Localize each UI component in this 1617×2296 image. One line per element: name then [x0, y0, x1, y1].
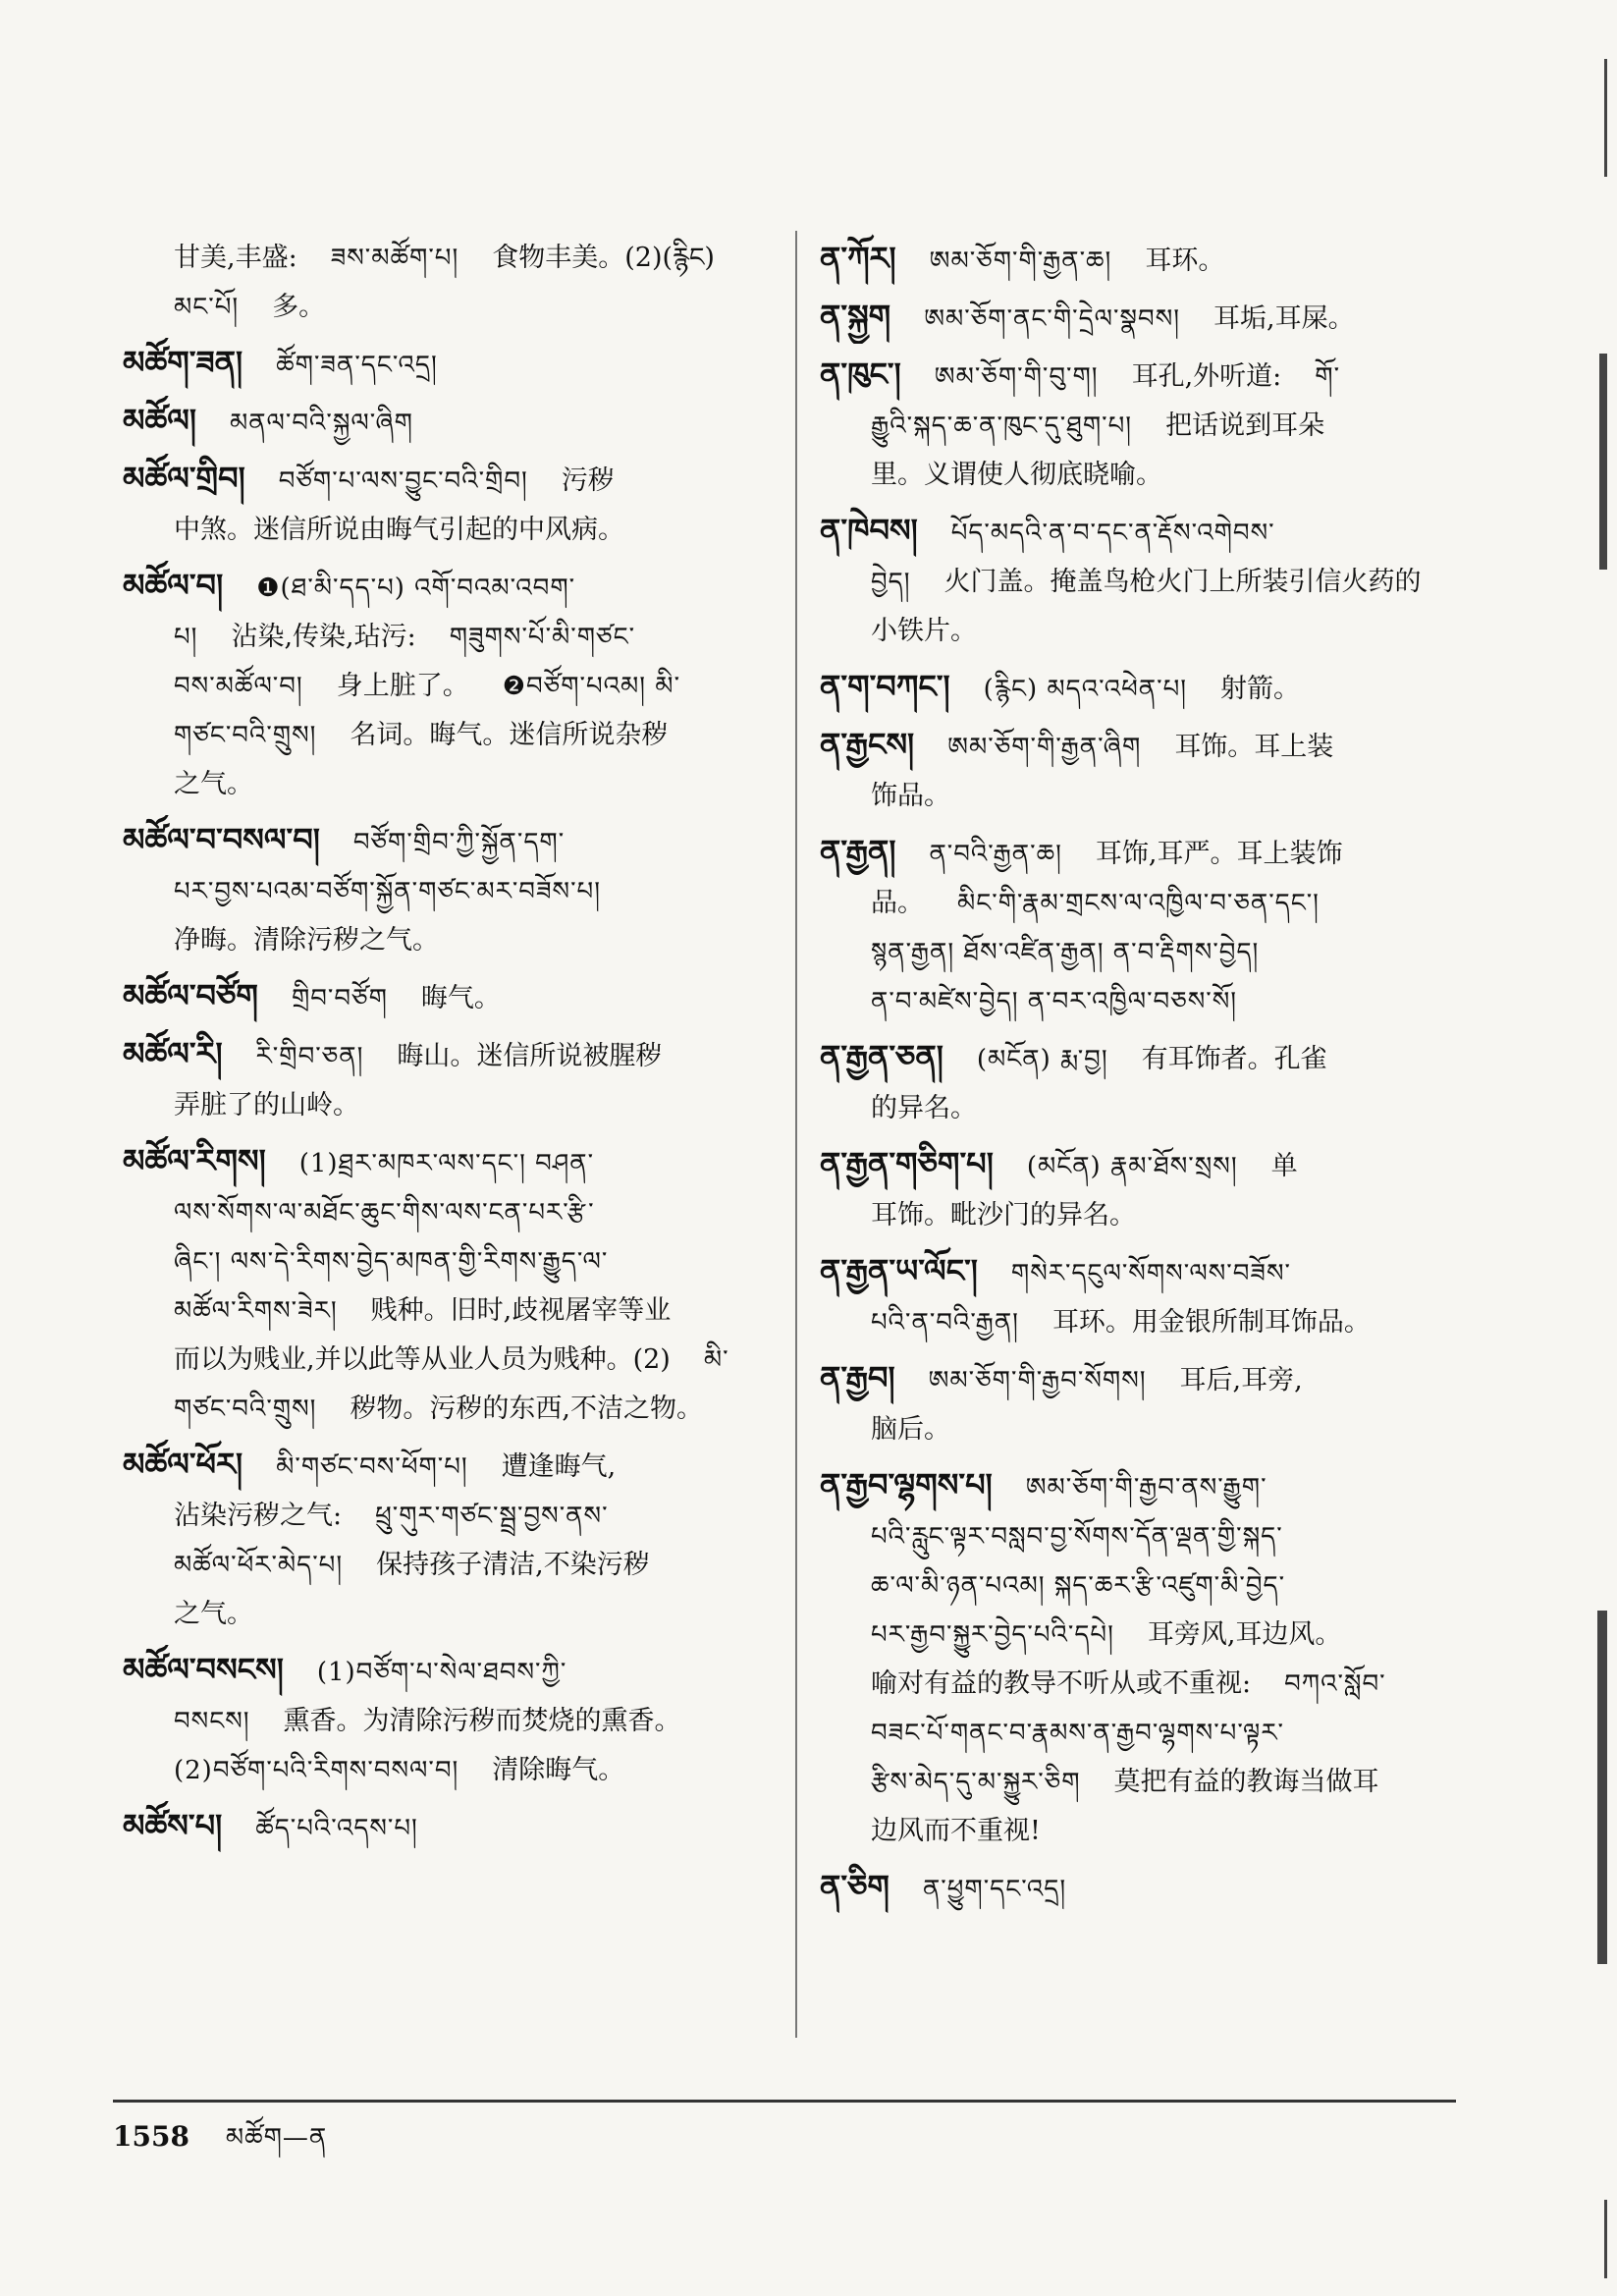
tibetan-text: བསངས། — [174, 1707, 250, 1736]
headword: མཚོས་པ། — [123, 1807, 223, 1844]
entry-line — [123, 1746, 771, 1795]
chinese-text: 保持孩子清洁,不染污秽 — [376, 1550, 650, 1580]
entry-first-line — [820, 662, 1478, 714]
entry-line — [123, 1385, 771, 1434]
chinese-text: 秽物。污秽的东西,不洁之物。 — [350, 1394, 704, 1424]
dictionary-entry — [820, 1353, 1478, 1454]
tibetan-text: པར་བྱས་པའམ་བཙོག་སྐྱོན་གཙང་མར་བཟོས་པ། — [174, 877, 601, 906]
tibetan-text: ན་བའི་རྒྱན་ཆ། — [929, 840, 1062, 869]
tibetan-text: ཨམ་ཅོག་གི་བུ་ག། — [934, 362, 1099, 392]
entry-first-line — [820, 1246, 1478, 1298]
page-number: 1558 — [113, 2120, 189, 2153]
entry-first-line — [123, 1136, 771, 1188]
entry-first-line — [820, 1139, 1478, 1191]
entry-line — [820, 1758, 1478, 1807]
tibetan-text: གཙང་བའི་གྲུས། — [174, 721, 317, 750]
tibetan-text: པའི་ན་བའི་རྒྱན། — [871, 1308, 1019, 1338]
entry-first-line — [820, 506, 1478, 558]
tibetan-text: (མངོན) རྨ་བྱ། — [976, 1045, 1108, 1074]
dictionary-entry — [820, 1139, 1478, 1240]
chinese-text: 耳饰。耳上装 — [1174, 732, 1334, 762]
headword: ན་རྒྱན་ཡ་ལོང་། — [820, 1252, 978, 1289]
entry-line — [123, 1590, 771, 1639]
chinese-text: 莫把有益的教诲当做耳 — [1113, 1767, 1379, 1797]
tibetan-text: ཨམ་ཅོག་གི་རྒྱན་ཆ། — [929, 246, 1112, 276]
entry-line — [123, 1336, 771, 1385]
tibetan-text: ཨམ་ཅོག་ནང་གི་དྲེལ་སྣབས། — [924, 304, 1181, 334]
chinese-text: 里。义谓使人彻底晓喻。 — [871, 460, 1162, 490]
entry-first-line — [123, 396, 771, 448]
chinese-text: 把话说到耳朵 — [1165, 410, 1325, 441]
tibetan-text: ཨམ་ཅོག་གི་རྒྱབ་ནས་རྒྱུག་ — [1025, 1473, 1267, 1503]
headword: ན་ག་བཀང་། — [820, 668, 950, 705]
tibetan-text: སྙན་རྒྱན། ཐོས་འཛིན་རྒྱན། ན་བ་རྡིགས་བྱེད། — [871, 938, 1260, 967]
dictionary-entry — [820, 1246, 1478, 1347]
chinese-text: 而以为贱业,并以此等从业人员为贱种。(2) — [174, 1344, 671, 1375]
chinese-text: 射箭。 — [1220, 674, 1301, 704]
chinese-text: 贱种。旧时,歧视屠宰等业 — [370, 1295, 672, 1326]
entry-first-line — [820, 1353, 1478, 1405]
chinese-text: 小铁片。 — [871, 616, 977, 646]
entry-first-line — [123, 1029, 771, 1081]
tibetan-text: བཟང་པོ་གནང་བ་རྣམས་ན་རྒྱབ་ལྷགས་པ་ལྟར་ — [871, 1719, 1284, 1748]
tibetan-text: (1)ཐྲར་མཁར་ལས་དང་། བཤན་ — [298, 1149, 595, 1178]
entry-line — [123, 760, 771, 809]
dictionary-entry — [820, 1032, 1478, 1133]
entry-line — [123, 711, 771, 760]
tibetan-text: ཆ་ལ་མི་ཉན་པའམ། སྐད་ཆར་རྩི་འཛུག་མི་བྱེད་ — [871, 1571, 1286, 1601]
tibetan-text: མིང་གི་རྣམ་གྲངས་ལ་འཁྱིལ་བ་ཅན་དང་། — [957, 889, 1320, 918]
dictionary-entry — [123, 815, 771, 965]
entry-first-line — [820, 827, 1478, 879]
headword: ན་ཅིག — [820, 1868, 889, 1905]
chinese-text: 耳孔,外听道: — [1131, 361, 1282, 392]
entry-line — [820, 977, 1478, 1026]
chinese-text: 之气。 — [174, 1599, 253, 1629]
dictionary-entry — [820, 662, 1478, 714]
dictionary-entry — [123, 971, 771, 1023]
tibetan-text: ཨམ་ཅོག་གི་རྒྱབ་སོགས། — [928, 1366, 1147, 1395]
headword: མཚོལ་བ། — [123, 567, 224, 604]
headword: མཚོལ་བ་བསལ་བ། — [123, 821, 320, 858]
headword: མཚོལ་བསངས། — [123, 1651, 284, 1688]
chinese-text: 中煞。迷信所说由晦气引起的中风病。 — [174, 515, 624, 545]
chinese-text: 耳旁风,耳边风。 — [1147, 1619, 1342, 1650]
dictionary-entry — [123, 338, 771, 390]
dictionary-entry — [820, 1862, 1478, 1914]
chinese-text: 的异名。 — [871, 1093, 977, 1123]
headword: ན་རྒྱན་གཅིག་པ། — [820, 1145, 994, 1182]
tibetan-text: (མངོན) རྣམ་ཐོས་སྲས། — [1026, 1152, 1238, 1181]
entry-line — [123, 1081, 771, 1130]
chinese-text: 饰品。 — [871, 781, 950, 811]
chinese-text: 火门盖。掩盖鸟枪火门上所装引信火药的 — [943, 567, 1422, 597]
tibetan-text: ཨམ་ཅོག་གི་རྒྱན་ཞིག — [947, 733, 1142, 762]
dictionary-entry — [820, 234, 1478, 286]
entry-line — [820, 1191, 1478, 1240]
entry-line — [123, 1237, 771, 1286]
entry-line — [820, 879, 1478, 928]
entry-line — [820, 928, 1478, 977]
footer-rule — [113, 2100, 1456, 2103]
entry-first-line — [820, 1862, 1478, 1914]
chinese-text: 多。 — [272, 292, 326, 322]
tibetan-text: པ། — [174, 623, 198, 652]
entry-line — [123, 613, 771, 662]
dictionary-entry — [820, 720, 1478, 821]
tibetan-text: བས་མཚོལ་བ། — [174, 672, 303, 701]
scan-edge-marks — [1578, 59, 1607, 2278]
headword: མཚོལ། — [123, 402, 196, 439]
entry-first-line — [123, 971, 771, 1023]
headword: མཚོལ་རི། — [123, 1035, 223, 1072]
entry-first-line — [123, 1440, 771, 1492]
chinese-text: 晦山。迷信所说被腥秽 — [397, 1041, 663, 1071]
entry-line — [123, 1697, 771, 1746]
chinese-text: 耳环。 — [1145, 246, 1225, 276]
chinese-text: 边风而不重视! — [871, 1816, 1041, 1846]
tibetan-text: ❶(ཐ་མི་དད་པ) འགོ་བའམ་འབག་ — [256, 574, 576, 603]
entry-first-line — [123, 338, 771, 390]
entry-line — [820, 402, 1478, 451]
tibetan-text: ཟས་མཚོག་པ། — [330, 244, 459, 273]
entry-line — [820, 1298, 1478, 1347]
tibetan-text: ཕྲུ་གུར་གཙང་སྦྲ་བྱས་ནས་ — [375, 1502, 609, 1531]
tibetan-text: ❷བཙོག་པའམ། མི་ — [502, 672, 681, 701]
dictionary-entry — [820, 1460, 1478, 1856]
entry-first-line — [123, 454, 771, 506]
entry-line — [123, 867, 771, 916]
entry-first-line — [123, 561, 771, 613]
tibetan-text: ཚོད་པའི་འདས་པ། — [255, 1814, 418, 1843]
right-column — [820, 234, 1478, 1920]
entry-line — [820, 1512, 1478, 1561]
chinese-text: 品。 — [871, 888, 924, 918]
tibetan-text: པར་རྒྱབ་སྐྱུར་བྱེད་པའི་དཔེ། — [871, 1620, 1114, 1650]
dictionary-entry — [123, 561, 771, 809]
tibetan-text: རྒྱུའི་སྐད་ཆ་ན་ཁུང་དུ་ཐུག་པ། — [871, 411, 1133, 441]
chinese-text: 耳饰,耳严。耳上装饰 — [1095, 839, 1343, 869]
left-column — [123, 234, 771, 1859]
chinese-text: 耳环。用金银所制耳饰品。 — [1051, 1307, 1371, 1338]
tibetan-text: གསེར་དངུལ་སོགས་ལས་བཟོས་ — [1010, 1259, 1291, 1288]
entry-line — [820, 1405, 1478, 1454]
headword: མཚོལ་རིགས། — [123, 1142, 266, 1179]
chinese-text: 食物丰美。(2)(རྙིང) — [492, 243, 715, 273]
chinese-text: 晦气。 — [420, 983, 501, 1013]
tibetan-text: གཙང་བའི་གྲུས། — [174, 1394, 317, 1424]
entry-line — [820, 1084, 1478, 1133]
entry-line — [123, 1286, 771, 1336]
entry-line — [123, 1541, 771, 1590]
tibetan-text: (རྙིང) མདའ་འཕེན་པ། — [983, 675, 1188, 704]
entry-first-line — [123, 815, 771, 867]
dictionary-entry — [123, 1801, 771, 1853]
tibetan-text: གྲིབ་བཙོག — [291, 984, 388, 1013]
dictionary-entry — [123, 1440, 771, 1639]
tibetan-text: ན་ཕྱུག་དང་འདྲ། — [922, 1875, 1067, 1904]
chinese-text: 之气。 — [174, 769, 253, 799]
tibetan-text: མང་པོ། — [174, 293, 240, 322]
entry-line — [820, 607, 1478, 656]
entry-first-line — [820, 1460, 1478, 1512]
entry-first-line — [820, 350, 1478, 402]
headword: ན་ཁུང་། — [820, 355, 901, 393]
chinese-text: 有耳饰者。孔雀 — [1141, 1044, 1327, 1074]
dictionary-entry — [123, 234, 771, 332]
headword: ན་ཁེབས། — [820, 512, 918, 549]
entry-line — [820, 1561, 1478, 1611]
headword: ན་རྒྱངས། — [820, 726, 915, 763]
entry-first-line — [820, 234, 1478, 286]
tibetan-text: མི་གཙང་བས་ཕོག་པ། — [276, 1452, 468, 1482]
chinese-text: 喻对有益的教导不听从或不重视: — [871, 1668, 1252, 1699]
entry-line — [820, 1660, 1478, 1709]
entry-line — [123, 916, 771, 965]
dictionary-entry — [123, 396, 771, 448]
page-footer — [113, 2109, 327, 2181]
chinese-text: 甘美,丰盛: — [174, 243, 297, 273]
tibetan-text: རྩིས་མེད་དུ་མ་སྐྱུར་ཅིག — [871, 1768, 1081, 1797]
tibetan-text: བཙོག་གྲིབ་ཀྱི་སྐྱོན་དག་ — [352, 828, 566, 857]
dictionary-entry — [123, 1645, 771, 1795]
tibetan-text: མནལ་བའི་སྐྱལ་ཞིག — [229, 409, 413, 438]
tibetan-text: གཟུགས་པོ་མི་གཙང་ — [449, 623, 636, 652]
tibetan-text: ཚོག་ཟན་དང་འདྲ། — [276, 351, 438, 380]
entry-line — [123, 1188, 771, 1237]
tibetan-text: བྱེད། — [871, 568, 911, 597]
tibetan-text: ལས་སོགས་ལ་མཐོང་ཆུང་གིས་ལས་ངན་པར་རྩི་ — [174, 1198, 595, 1228]
chinese-text: 沾染,传染,玷污: — [231, 622, 416, 652]
tibetan-text: བཙོག་པ་ལས་བྱུང་བའི་གྲིབ། — [278, 466, 528, 496]
tibetan-text: མཚོལ་རིགས་ཟེར། — [174, 1296, 338, 1326]
headword: མཚོལ་བཙོག — [123, 977, 258, 1014]
entry-line — [123, 1492, 771, 1541]
tibetan-text: (1)བཙོག་པ་སེལ་ཐབས་ཀྱི་ — [316, 1658, 567, 1687]
headword: ན་རྒྱབ་ལྷགས་པ། — [820, 1466, 993, 1503]
tibetan-text: པོད་མདའི་ན་བ་དང་ན་རྡོས་འགེབས་ — [950, 519, 1275, 548]
column-divider — [795, 231, 797, 2038]
entry-first-line — [820, 1032, 1478, 1084]
dictionary-entry — [123, 1029, 771, 1130]
headword: ན་རྒྱན། — [820, 833, 896, 870]
chinese-text: 遭逢晦气, — [501, 1451, 617, 1482]
tibetan-text: མཚོལ་ཕོར་མེད་པ། — [174, 1551, 344, 1580]
entry-line — [123, 283, 771, 332]
chinese-text: 脑后。 — [871, 1414, 950, 1445]
page-range: མཚོག—ན — [225, 2123, 328, 2153]
chinese-text: 名词。晦气。迷信所说杂秽 — [350, 720, 669, 750]
entry-line — [820, 772, 1478, 821]
entry-first-line — [123, 1801, 771, 1853]
chinese-text: 污秽 — [561, 465, 615, 496]
chinese-text: 沾染污秽之气: — [174, 1501, 343, 1531]
tibetan-text: མི་ — [703, 1345, 729, 1375]
headword: མཚོལ་གྲིབ། — [123, 460, 245, 497]
entry-line — [123, 234, 771, 283]
entry-line — [820, 1807, 1478, 1856]
dictionary-entry — [820, 827, 1478, 1026]
entry-first-line — [820, 292, 1478, 344]
tibetan-text: བཀའ་སློབ་ — [1284, 1669, 1386, 1699]
entry-first-line — [123, 1645, 771, 1697]
entry-line — [820, 1709, 1478, 1758]
entry-line — [820, 451, 1478, 500]
chinese-text: 身上脏了。 — [336, 671, 469, 701]
tibetan-text: ན་བ་མཛེས་བྱེད། ན་བར་འཁྱིལ་བཅས་སོ། — [871, 987, 1238, 1016]
chinese-text: 弄脏了的山岭。 — [174, 1090, 359, 1121]
headword: ན་ཀོར། — [820, 240, 896, 277]
chinese-text: 耳饰。毗沙门的异名。 — [871, 1200, 1136, 1230]
dictionary-entry — [123, 1136, 771, 1434]
chinese-text: 清除晦气。 — [492, 1755, 625, 1785]
chinese-text: 净晦。清除污秽之气。 — [174, 925, 439, 956]
tibetan-text: པའི་རླུང་ལྟར་བསླབ་བྱ་སོགས་དོན་ལྡན་གྱི་སྐད་ — [871, 1522, 1283, 1552]
headword: མཚོལ་ཕོར། — [123, 1446, 243, 1483]
headword: ན་རྒྱན་ཅན། — [820, 1038, 943, 1075]
entry-line — [820, 1611, 1478, 1660]
entry-line — [123, 662, 771, 711]
chinese-text: 单 — [1270, 1151, 1298, 1181]
chinese-text: 熏香。为清除污秽而焚烧的熏香。 — [283, 1706, 681, 1736]
dictionary-entry — [820, 506, 1478, 656]
tibetan-text: ཞིང་། ལས་དེ་རིགས་བྱེད་མཁན་གྱི་རིགས་རྒྱུད་ལ་ — [174, 1247, 609, 1277]
tibetan-text: རི་གྲིབ་ཅན། — [255, 1042, 364, 1071]
headword: མཚོག་ཟན། — [123, 344, 243, 381]
tibetan-text: གོ་ — [1315, 362, 1341, 392]
entry-line — [123, 506, 771, 555]
dictionary-entry — [820, 292, 1478, 344]
dictionary-entry — [123, 454, 771, 555]
entry-first-line — [820, 720, 1478, 772]
headword: ན་རྒྱབ། — [820, 1359, 895, 1396]
tibetan-text: (2)བཙོག་པའི་རིགས་བསལ་བ། — [174, 1756, 459, 1785]
entry-line — [820, 558, 1478, 607]
chinese-text: 耳垢,耳屎。 — [1213, 303, 1355, 334]
headword: ན་སྐྱག — [820, 298, 891, 335]
chinese-text: 耳后,耳旁, — [1179, 1365, 1303, 1395]
dictionary-entry — [820, 350, 1478, 500]
